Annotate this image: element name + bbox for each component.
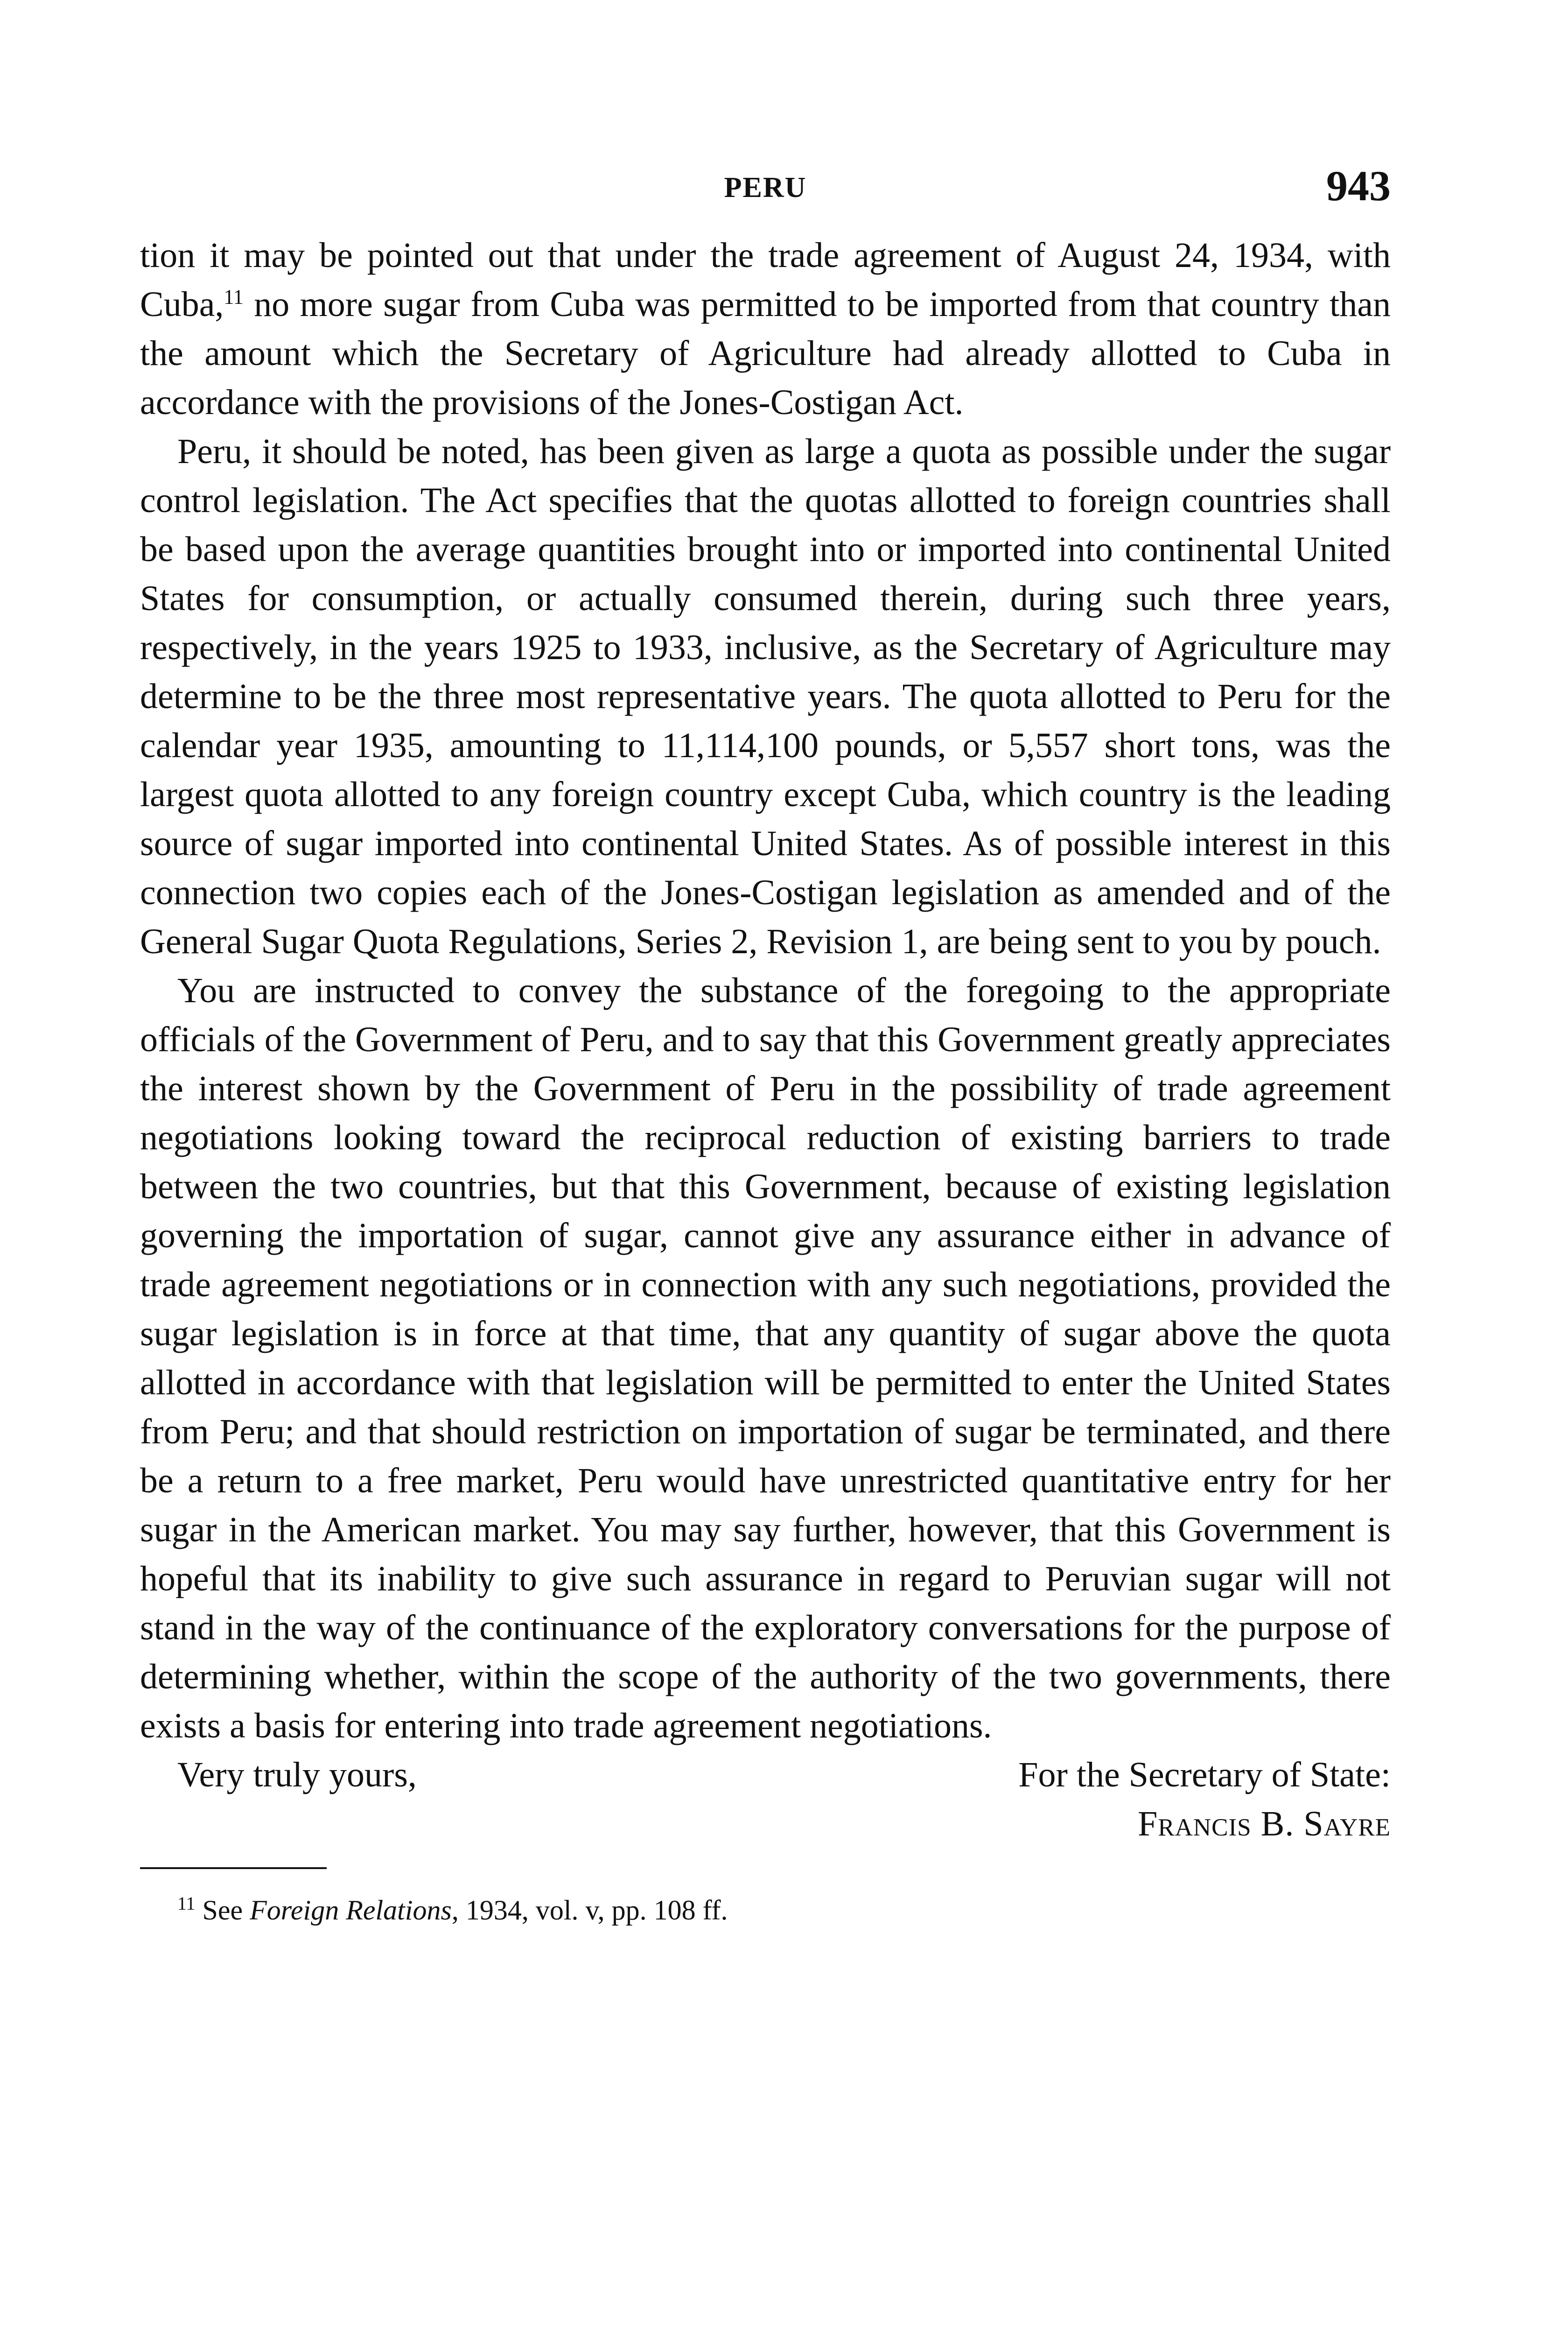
page-header	[140, 161, 1391, 212]
paragraph-1-text-a: tion it may be pointed out that under the trade agreement of August 24, 1934, with Cuba,	[140, 236, 1391, 324]
footnote-citation: , 1934, vol. v, pp. 108 ff.	[451, 1895, 728, 1926]
closing-block	[140, 1750, 1391, 1844]
signature: Francis B. Sayre	[1137, 1804, 1391, 1843]
page-number: 943	[1326, 162, 1391, 210]
footnote-divider	[140, 1867, 327, 1869]
footnote-reference[interactable]: 11	[224, 285, 244, 309]
footnote-title: Foreign Relations	[250, 1895, 452, 1926]
document-page	[140, 161, 1391, 1926]
paragraph-1	[140, 231, 1391, 427]
running-head: PERU	[724, 172, 807, 204]
for-secretary-line: For the Secretary of State:	[1018, 1755, 1391, 1794]
footnote	[140, 1892, 1391, 1926]
paragraph-3: You are instructed to convey the substance of the foregoing to the appropriate officials of the Government of Peru, and to say that this Government greatly appreciates the interest shown by the Government of Peru in the possibility of trade agreement negotiations looking toward the reciprocal reduction of existing barriers to trade between the two countries, but that this Government, because of existing legislation governing the importation of sugar, cannot give any assurance either in advance of trade agreement negotiations or in connection with any such negotiations, provided the sugar legislation is in force at that time, that any quantity of sugar above the quota allotted in accordance with that legislation will be permitted to enter the United States from Peru; and that should restriction on importation of sugar be terminated, and there be a return to a free market, Peru would have unrestricted quantitative entry for her sugar in the American market. You may say further, however, that this Government is hopeful that its inability to give such assurance in regard to Peruvian sugar will not stand in the way of the continuance of the exploratory conversations for the purpose of determining whether, within the scope of the authority of the two governments, there exists a basis for entering into trade agreement negotiations.	[140, 971, 1391, 1745]
paragraph-1-text-b: no more sugar from Cuba was permitted to be imported from that country than the amount which the Secretary of Agriculture had already allotted to Cuba in accordance with the provisions of the Jones-Costigan Act.	[140, 285, 1391, 422]
footnote-mark: 11	[177, 1893, 196, 1914]
footnote-see: See	[202, 1895, 250, 1926]
valediction: Very truly yours,	[177, 1755, 417, 1794]
paragraph-2: Peru, it should be noted, has been given as large a quota as possible under the sugar control legislation. The Act specifies that the quotas allotted to foreign countries shall be based upon the average quantities brought into or imported into continental United States for consumption, or actually consumed therein, during such three years, respectively, in the years 1925 to 1933, inclusive, as the Secretary of Agriculture may determine to be the three most representative years. The quota allotted to Peru for the calendar year 1935, amounting to 11,114,100 pounds, or 5,557 short tons, was the largest quota allotted to any foreign country except Cuba, which country is the leading source of sugar imported into continental United States. As of possible interest in this connection two copies each of the Jones-Costigan legislation as amended and of the General Sugar Quota Regulations, Series 2, Revision 1, are being sent to you by pouch.	[140, 432, 1391, 961]
letter-body	[140, 231, 1391, 1750]
